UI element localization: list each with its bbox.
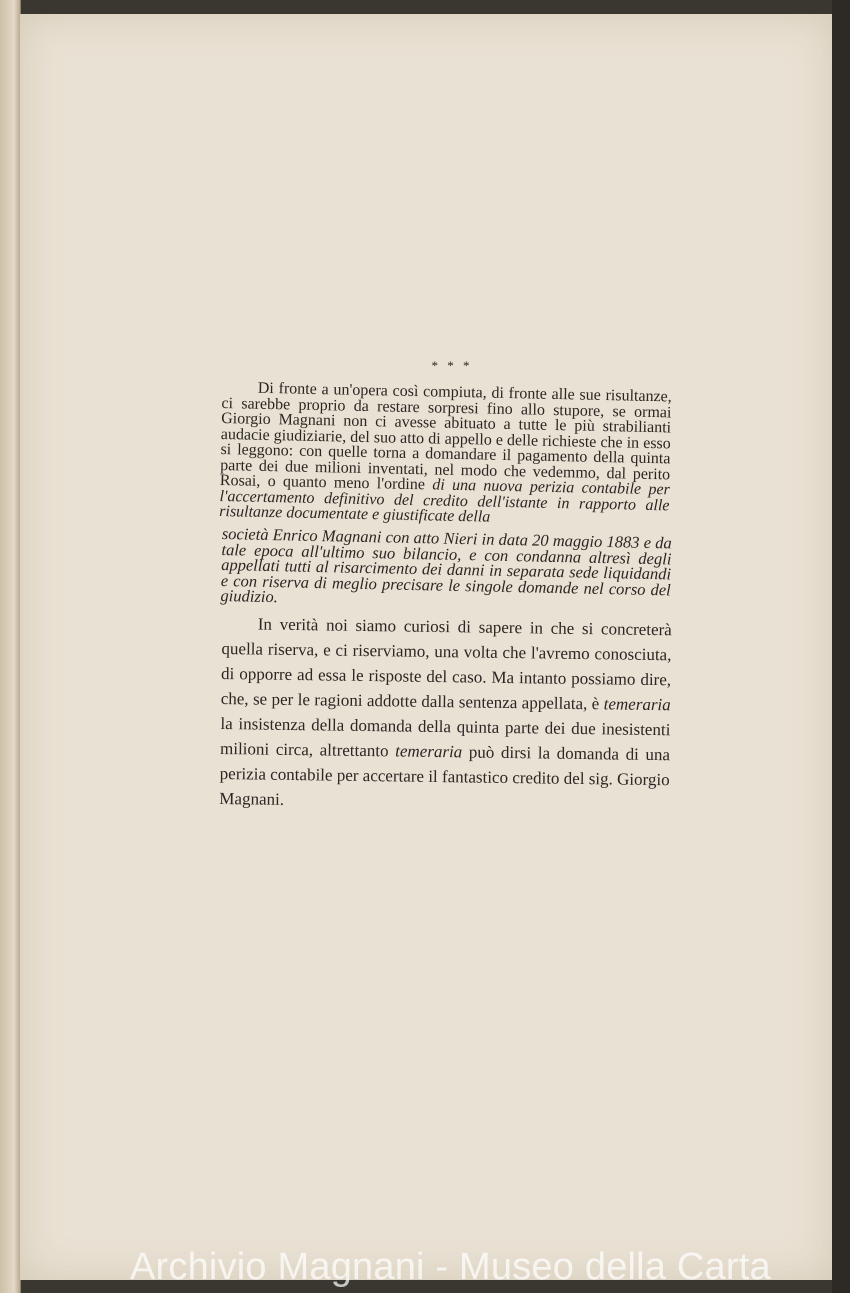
paragraph-1 [219,380,672,529]
paragraph-3-text-b: la insistenza della domanda della quinta parte dei due inesistenti milioni circa, altrettanto [219,713,671,761]
paragraph-1-italic: di una nuova perizia contabile per l'accertamento definitivo del credito dell'istante in rapporto alle risultanze documentate e giustificate della [219,476,670,526]
paragraph-3-text-a: In verità noi siamo curiosi di sapere in che si concreterà quella riserva, e ci riserviamo, una volta che l'avremo conosciuta, di opporre ad essa le risposte del caso. Ma intanto possiamo dire, che, se per le ragioni addotte dalla sentenza appellata, è [220,614,672,714]
scan-background [832,0,850,1293]
document-text [219,358,672,811]
section-separator: * * * [431,358,473,373]
archive-watermark: Archivio Magnani - Museo della Carta [130,1246,771,1288]
paragraph-2 [220,523,672,613]
paragraph-3-text-c: può dirsi la domanda di una perizia contabile per accertare il fantastico credito del sig. Giorgio Magnani. [219,742,671,809]
paragraph-3-emphasis-2: temeraria [395,741,463,762]
adjacent-page-edge [0,0,21,1293]
paragraph-2-italic: società Enrico Magnani con atto Nieri in data 20 maggio 1883 e da tale epoca all'ultimo suo bilancio, e con condanna altresì degli appellati tutti al risarcimento dei danni in separata sede liquidandi e con riserva di meglio precisare le singole domande nel corso del giudizio. [220,523,672,606]
paragraph-1-text: Di fronte a un'opera così compiuta, di fronte alle sue risultanze, ci sarebbe proprio da restare sorpresi fino allo stupore, se ormai Giorgio Magnani non ci avesse abituato a tutte le più strabilianti audacie giudiziarie, del suo atto di appello e delle richieste che in esso si leggono: con quelle torna a domandare il pagamento della quinta parte dei due milioni inventati, nel modo che vedemmo, dal perito Rosai, o quanto meno l'ordine [219,379,672,494]
paragraph-3-emphasis-1: temeraria [603,694,671,715]
paragraph-3 [219,611,672,817]
